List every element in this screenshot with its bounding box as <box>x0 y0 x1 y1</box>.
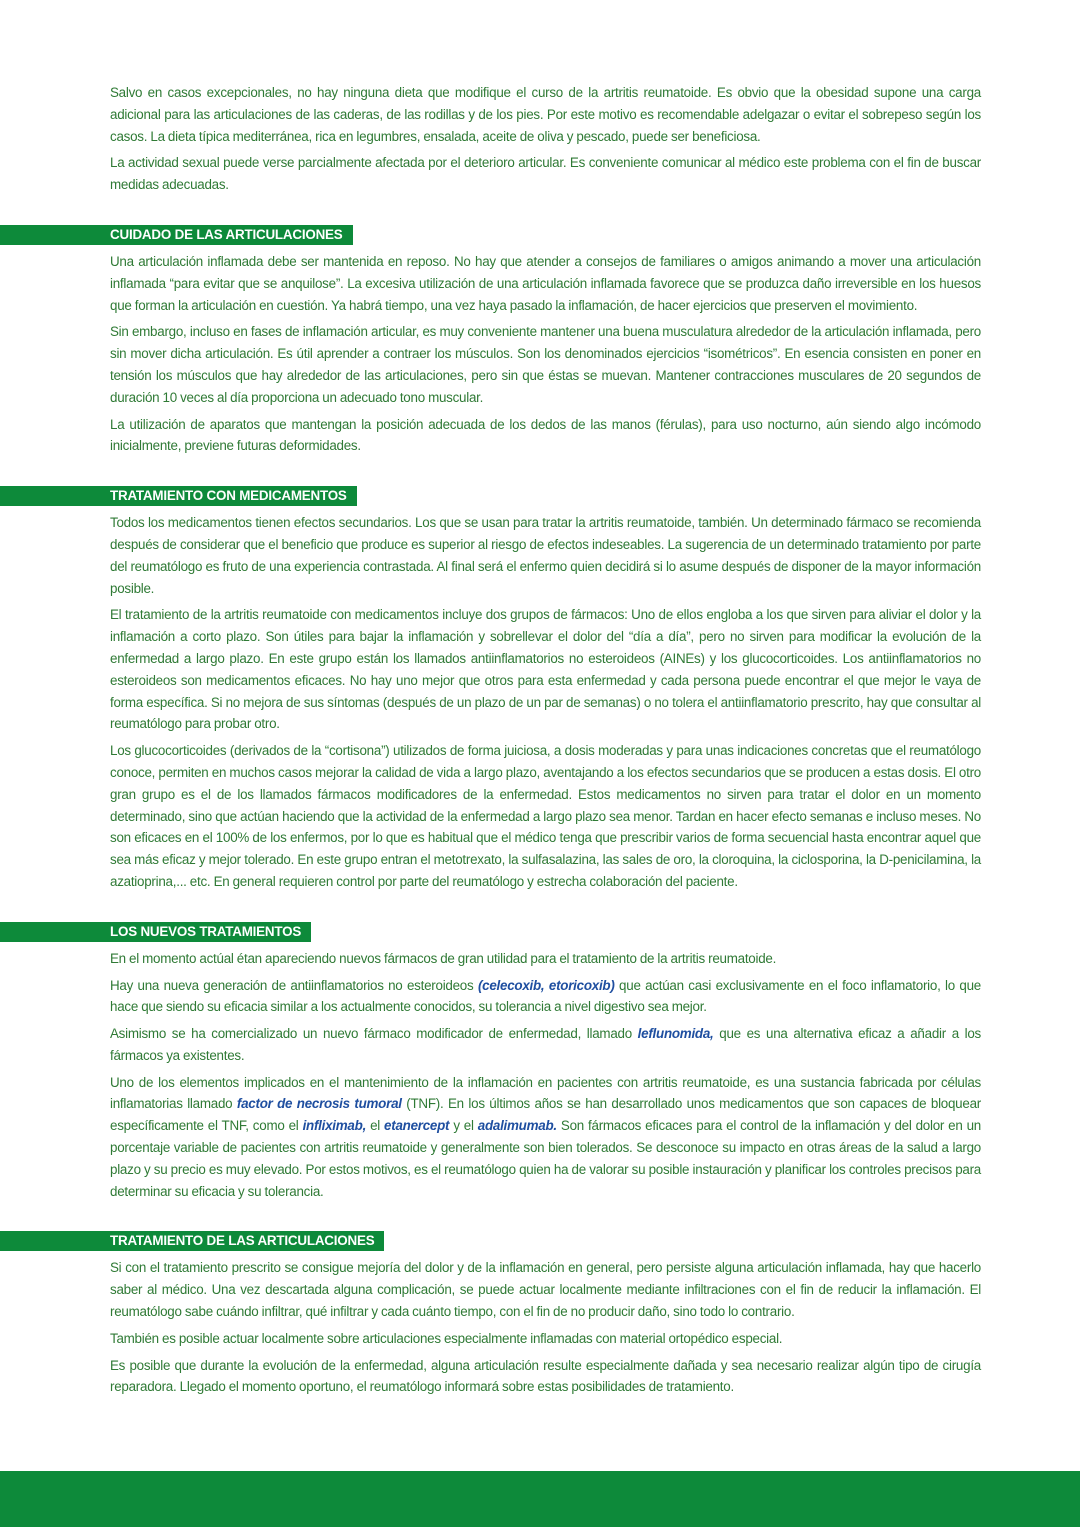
medicamentos-paragraph-3: Los glucocorticoides (derivados de la “cortisona”) utilizados de forma juiciosa, a dosis moderadas y para unas indicaciones concretas que el reumatólogo conoce, permiten en muchos casos mejorar la calidad de vida a largo plazo, aventajando a los efectos secundarios que se producen a estas dosis. El otro gran grupo es el de los llamados fármacos modificadores de la enfermedad. Estos medicamentos no sirven para tratar el dolor en un momento determinado, sino que actúan haciendo que la actividad de la enfermedad a largo plazo sea menor. Tardan en hacer efecto semanas e incluso meses. No son eficaces en el 100% de los enfermos, por lo que es habitual que el médico tenga que prescribir varios de forma secuencial hasta encontrar aquel que sea más eficaz y mejor tolerado. En este grupo entran el metotrexato, la sulfasalazina, las sales de oro, la cloroquina, la ciclosporina, la D-penicilamina, la azatioprina,... etc. En general requieren control por parte del reumatólogo y estrecha colaboración del paciente. <box>110 743 981 889</box>
articulaciones-paragraph-1: Si con el tratamiento prescrito se consigue mejoría del dolor y de la inflamación en general, pero persiste alguna articulación inflamada, hay que hacerlo saber al médico. Una vez descartada alguna complicación, se puede actuar localmente mediante infiltraciones con el fin de reducir la inflamación. El reumatólogo sabe cuándo infiltrar, qué infiltrar y cada cuánto tiempo, con el fin de no producir daño, sino todo lo contrario. <box>110 1260 981 1320</box>
nuevos-paragraph-3 <box>110 1023 981 1067</box>
section-header-medicamentos: TRATAMIENTO CON MEDICAMENTOS <box>0 486 357 506</box>
section-cuidado <box>0 225 1080 457</box>
intro-paragraph-diet: Salvo en casos excepcionales, no hay ninguna dieta que modifique el curso de la artritis reumatoide. Es obvio que la obesidad supone una carga adicional para las articulaciones de las caderas, de las rodillas y de los pies. Por este motivo es recomendable adelgazar o evitar el sobrepeso según los casos. La dieta típica mediterránea, rica en legumbres, ensalada, aceite de oliva y pescado, puede ser beneficiosa. <box>110 85 981 144</box>
section-medicamentos <box>0 486 1080 893</box>
text-run: el <box>366 1118 385 1134</box>
drug-name-highlight: infliximab, <box>302 1118 367 1134</box>
drug-name-highlight: etanercept <box>384 1118 450 1134</box>
nuevos-paragraph-1: En el momento actúal étan apareciendo nuevos fármacos de gran utilidad para el tratamiento de la artritis reumatoide. <box>110 950 777 966</box>
medicamentos-paragraph-2: El tratamiento de la artritis reumatoide con medicamentos incluye dos grupos de fármacos: Uno de ellos engloba a los que sirven para aliviar el dolor y la inflamación a corto plazo. Son útiles para bajar la inflamación y sobrellevar el dolor del “día a día”, pero no sirven para modificar la evolución de la enfermedad a largo plazo. En este grupo están los llamados antiinflamatorios no esteroideos (AINEs) y los glucocorticoides. Los antiinflamatorios no esteroideos son medicamentos eficaces. No hay uno mejor que otros para esta enfermedad y cada persona puede encontrar el que mejor le vaya de forma específica. Si no mejora de sus síntomas (después de un plazo de un par de semanas) o no tolera el antiinflamatorio prescrito, hay que consultar al reumatólogo para probar otro. <box>110 607 981 732</box>
cuidado-paragraph-1: Una articulación inflamada debe ser mantenida en reposo. No hay que atender a consejos de familiares o amigos animando a mover una articulación inflamada “para evitar que se anquilose”. La excesiva utilización de una articulación inflamada favorece que se produzca daño irreversible en los huesos que forman la articulación en cuestión. Ya habrá tiempo, una vez haya pasado la inflamación, de hacer ejercicios que preserven el movimiento. <box>110 253 981 313</box>
drug-name-highlight: adalimumab. <box>477 1118 557 1134</box>
drug-name-highlight: leflunomida, <box>637 1026 714 1042</box>
text-run: Asimismo se ha comercializado un nuevo fármaco modificador de enfermedad, llamado <box>110 1026 638 1042</box>
section-body-medicamentos <box>110 512 981 893</box>
nuevos-paragraph-4 <box>110 1072 981 1203</box>
cuidado-paragraph-2: Sin embargo, incluso en fases de inflamación articular, es muy conveniente mantener una buena musculatura alrededor de la articulación inflamada, pero sin mover dicha articulación. Es útil aprender a contraer los músculos. Son los denominados ejercicios “isométricos”. En esencia consisten en poner en tensión los músculos que hay alrededor de las articulaciones, pero sin que éstas se muevan. Mantener contracciones musculares de 20 segundos de duración 10 veces al día proporciona un adecuado tono muscular. <box>110 324 981 405</box>
text-run: (TNF). En los últimos años se han desarrollado unos medicamentos que son capaces de bloquear específicamente el TNF, como el <box>110 1096 981 1134</box>
intro-text <box>110 82 981 196</box>
term-highlight: factor de necrosis tumoral <box>236 1096 402 1112</box>
articulaciones-paragraph-3: Es posible que durante la evolución de la enfermedad, alguna articulación resulte especialmente dañada y sea necesario realizar algún tipo de cirugía reparadora. Llegado el momento oportuno, el reumatólogo informará sobre estas posibilidades de tratamiento. <box>110 1357 981 1395</box>
section-body-cuidado <box>110 251 981 457</box>
section-header-nuevos: LOS NUEVOS TRATAMIENTOS <box>0 922 311 942</box>
text-run: Hay una nueva generación de antiinflamatorios no esteroideos <box>110 977 478 993</box>
text-run: que actúan casi exclusivamente en el foco inflamatorio, lo que hace que siendo su eficacia similar a los actualmente conocidos, su tolerancia a nivel digestivo sea mejor. <box>110 977 982 1015</box>
cuidado-paragraph-3: La utilización de aparatos que mantengan la posición adecuada de los dedos de las manos (férulas), para uso nocturno, aún siendo algo incómodo inicialmente, previene futuras deformidades. <box>110 416 981 454</box>
text-run: que es una alternativa eficaz a añadir a los fármacos ya existentes. <box>110 1026 982 1063</box>
text-run: Uno de los elementos implicados en el mantenimiento de la inflamación en pacientes con artritis reumatoide, es una sustancia fabricada por células inflamatorias llamado <box>110 1074 981 1112</box>
medicamentos-paragraph-1: Todos los medicamentos tienen efectos secundarios. Los que se usan para tratar la artritis reumatoide, también. Un determinado fármaco se recomienda después de considerar que el beneficio que produce es superior al riesgo de efectos indeseables. La sugerencia de un determinado tratamiento por parte del reumatólogo es fruto de una experiencia contrastada. Al final será el enfermo quien decidirá si lo asume después de disponer de la mayor información posible. <box>110 515 981 596</box>
drug-name-highlight: (celecoxib, etoricoxib) <box>477 977 615 993</box>
section-header-cuidado: CUIDADO DE LAS ARTICULACIONES <box>0 225 353 245</box>
intro-paragraph-sexual-activity: La actividad sexual puede verse parcialmente afectada por el deterioro articular. Es conveniente comunicar al médico este problema con el fin de buscar medidas adecuadas. <box>110 155 981 193</box>
section-body-nuevos <box>110 948 981 1203</box>
footer-bar <box>0 1471 1080 1527</box>
section-header-articulaciones: TRATAMIENTO DE LAS ARTICULACIONES <box>0 1231 384 1251</box>
section-nuevos <box>0 922 1080 1203</box>
section-body-articulaciones <box>110 1257 981 1398</box>
text-run: y el <box>449 1118 478 1134</box>
text-run: Son fármacos eficaces para el control de la inflamación y del dolor en un porcentaje variable de pacientes con artritis reumatoide y generalmente son bien tolerados. Se desconoce su impacto en otras áreas de la salud a largo plazo y su precio es muy elevado. Por estos motivos, es el reumatólogo quien ha de valorar su posible instauración y planificar los controles precisos para determinar su eficacia y su tolerancia. <box>110 1118 981 1199</box>
page-content <box>0 82 1080 1403</box>
section-articulaciones <box>0 1231 1080 1398</box>
nuevos-paragraph-2 <box>110 975 981 1019</box>
articulaciones-paragraph-2: También es posible actuar localmente sobre articulaciones especialmente inflamadas con material ortopédico especial. <box>110 1330 783 1346</box>
